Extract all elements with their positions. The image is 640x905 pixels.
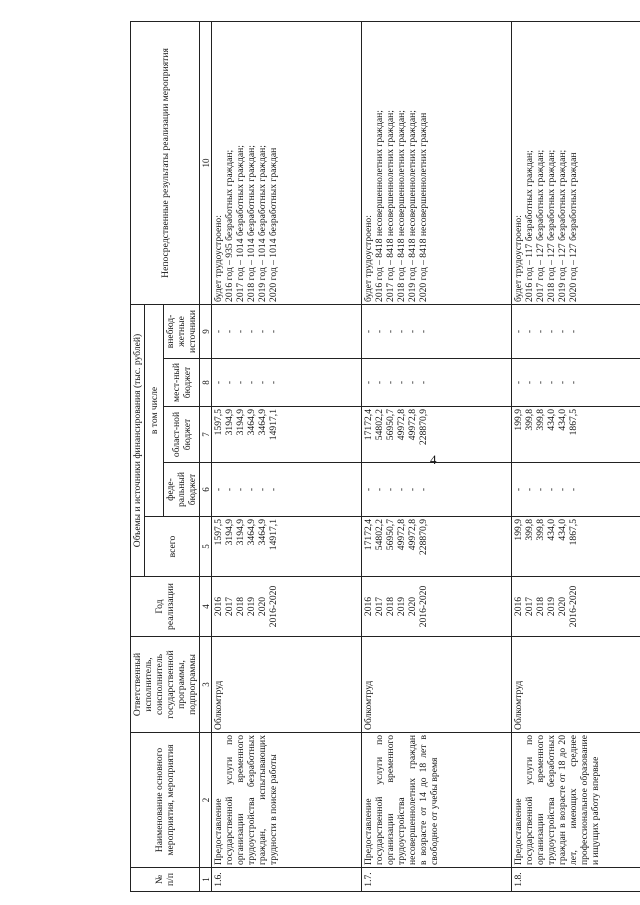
executor: Облкомтруд [362,637,512,733]
header-total: всего [145,517,200,577]
table-row [362,21,512,891]
activity-name: Предоставление государственной услуги по организации временного трудоустройства несовершеннолетних граждан в возрасте от 14 до 18 лет в свободное от учебы время [362,733,512,868]
column-number: 7 [200,407,212,463]
local-amount: - - - - - - [212,359,362,407]
total-amount: 1597,5 3194,9 3194,9 3464,9 3464,9 14917,1 [212,517,362,577]
column-number: 9 [200,304,212,358]
expected-result: будет трудоустроено: 2016 год – 935 безработных граждан; 2017 год – 1014 безработных граждан; 2018 год – 1014 безработных граждан; 2019 год – 1014 безработных граждан; 2020 год – 1014 безработных граждан [212,21,362,304]
header-year: Год реализации [131,577,200,637]
column-number: 6 [200,463,212,517]
total-amount: 17172,4 54802,2 56950,7 49972,8 49972,8 228870,9 [362,517,512,577]
row-number: 1.6. [212,868,362,892]
header-regional-budget: област-ной бюджет [164,407,200,463]
table-row [212,21,362,891]
column-number: 5 [200,517,212,577]
header-results: Непосредственные результаты реализации мероприятия [131,21,200,304]
years: 2016 2017 2018 2019 2020 2016-2020 [512,577,640,637]
column-number: 4 [200,577,212,637]
total-amount: 199,9 399,8 399,8 434,0 434,0 1867,5 [512,517,640,577]
regional-amount: 199,9 399,8 399,8 434,0 434,0 1867,5 [512,407,640,463]
federal-amount: - - - - - - [512,463,640,517]
column-number: 8 [200,359,212,407]
expected-result: будет трудоустроено: 2016 год – 8418 несовершеннолетних граждан; 2017 год – 8418 несовершеннолетних граждан; 2018 год – 8418 несовершеннолетних граждан; 2019 год – 8418 несовершеннолетних граждан; 2020 год – 8418 несовершеннолетних граждан [362,21,512,304]
header-financing: Объемы и источники финансирования (тыс. рублей) [131,304,145,576]
column-number: 3 [200,637,212,733]
extrabudgetary-amount: - - - - - - [212,304,362,358]
years: 2016 2017 2018 2019 2020 2016-2020 [362,577,512,637]
header-federal-budget: феде-ральный бюджет [164,463,200,517]
extrabudgetary-amount: - - - - - - [512,304,640,358]
header-extrabudgetary: внебюд-жетные источники [164,304,200,358]
header-activity-name: Наименование основного мероприятия, мероприятия [131,733,200,868]
activity-name: Предоставление государственной услуги по организации временного трудоустройства безработных граждан в возрасте от 18 до 20 лет, имеющих среднее профессиональное образование и ищущих работу впервые [512,733,640,868]
row-number: 1.7. [362,868,512,892]
header-number: № п/п [131,868,200,892]
executor: Облкомтруд [512,637,640,733]
years: 2016 2017 2018 2019 2020 2016-2020 [212,577,362,637]
regional-amount: 17172,4 54802,2 56950,7 49972,8 49972,8 228870,9 [362,407,512,463]
program-table-sheet [130,22,640,892]
column-number: 1 [200,868,212,892]
expected-result: будет трудоустроено: 2016 год – 117 безработных граждан; 2017 год – 127 безработных граждан; 2018 год – 127 безработных граждан; 2019 год – 127 безработных граждан; 2020 год – 127 безработных граждан [512,21,640,304]
header-including: в том числе [145,304,164,516]
row-number: 1.8. [512,868,640,892]
column-number: 2 [200,733,212,868]
program-activities-table [130,21,640,892]
regional-amount: 1597,5 3194,9 3194,9 3464,9 3464,9 14917,1 [212,407,362,463]
executor: Облкомтруд [212,637,362,733]
local-amount: - - - - - - [512,359,640,407]
local-amount: - - - - - - [362,359,512,407]
federal-amount: - - - - - - [362,463,512,517]
column-number: 10 [200,21,212,304]
extrabudgetary-amount: - - - - - - [362,304,512,358]
header-local-budget: мест-ный бюджет [164,359,200,407]
table-row [512,21,640,891]
header-executor: Ответственный исполнитель, соисполнитель государственной программы, подпрограммы [131,637,200,733]
federal-amount: - - - - - - [212,463,362,517]
activity-name: Предоставление государственной услуги по организации временного трудоустройства безработных граждан, испытывающих трудности в поиске работы [212,733,362,868]
page-number: 4 [430,452,437,467]
